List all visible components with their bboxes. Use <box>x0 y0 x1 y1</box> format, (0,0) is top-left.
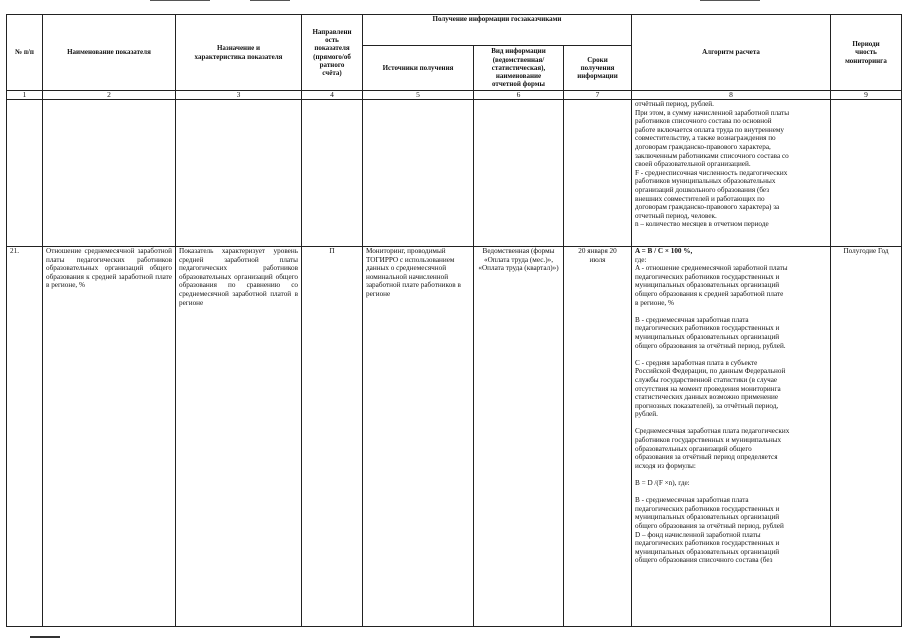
header-direction-line: показателя <box>314 44 350 53</box>
column-number: 5 <box>363 91 474 100</box>
column-number: 4 <box>302 91 363 100</box>
algorithm-line: в регионе, % <box>635 298 674 307</box>
algorithm-line: статистических данных возможно применение <box>635 393 779 402</box>
table-row-continued <box>7 100 902 247</box>
algorithm-line: работников государственных и муниципальных <box>635 436 782 445</box>
header-purpose-line: характеристика показателя <box>194 52 283 61</box>
algorithm-line: A - отношение среднемесячной заработной платы <box>635 264 788 273</box>
header-direction-line: Направлени <box>312 27 352 36</box>
column-number: 6 <box>474 91 564 100</box>
algorithm-line: общего образования за отчётный период, рублей <box>635 522 784 530</box>
algorithm-line: отчетный период, человек. <box>635 211 717 220</box>
header-info-group: Получение информации госзаказчиками <box>363 15 632 46</box>
column-number: 2 <box>43 91 176 100</box>
algorithm-line: работников муниципальных образовательных <box>635 177 776 186</box>
header-period-line: Периоди <box>852 40 880 49</box>
header-terms-line: Сроки <box>587 55 608 64</box>
algorithm-line: общего образования списочного состава (без <box>635 556 773 565</box>
algorithm-block <box>635 247 827 307</box>
algorithm-block <box>635 496 827 565</box>
algorithm-block <box>635 316 827 350</box>
algorithm-line: отчётный период, рублей. <box>635 100 714 108</box>
cell-empty <box>176 100 302 247</box>
algorithm-line: договорам гражданско-правового характера) за <box>635 203 780 212</box>
header-direction-line: счёта) <box>322 69 342 78</box>
algorithm-line: C - средняя заработная плата в субъекте <box>635 358 758 367</box>
algorithm-line: заключенным работниками списочного состава со <box>635 151 789 160</box>
algorithm-line: отсутствия на момент проведения мониторинга <box>635 384 781 393</box>
cell-empty <box>7 100 43 247</box>
info-source: Мониторинг, проводимый ТОГИРРО с использованием данных о среднемесячной номинальной начисленной заработной плате работников в регионе <box>363 247 474 627</box>
header-algorithm: Алгоритм расчета <box>632 15 831 91</box>
algorithm-line: договорам гражданско-правового характера, <box>635 142 771 151</box>
header-num: № п/п <box>7 15 43 91</box>
scan-artifact-top-2 <box>250 0 290 1</box>
algorithm-line: службы государственной статистики (в случае <box>635 375 778 384</box>
header-period <box>831 15 902 91</box>
algorithm-line: совместительству, а также вознаграждения по <box>635 134 776 143</box>
header-kind-line: наименование <box>495 72 542 81</box>
algorithm-line: F - среднесписочная численность педагогических <box>635 168 788 177</box>
header-purpose-line: Назначение и <box>216 44 261 53</box>
algorithm-line: муниципальных образовательных организаций <box>635 332 780 341</box>
algorithm-line: образования за отчётный период определяется <box>635 453 778 462</box>
monitoring-period: Полугодие Год <box>831 247 902 627</box>
algorithm-line: рублей. <box>635 410 658 419</box>
algorithm-line: D – фонд начисленной заработной платы <box>635 530 761 539</box>
algorithm-line: педагогических работников государственных и <box>635 539 780 548</box>
algorithm-line: A = B / C × 100 %, <box>635 247 693 255</box>
algorithm-line: педагогических работников государственных и <box>635 272 780 281</box>
algorithm-line: общего образования к средней заработной плате <box>635 289 784 298</box>
algorithm-line: n – количество месяцев в отчетном периоде <box>635 220 769 229</box>
algorithm-block <box>635 427 827 470</box>
algorithm-cell <box>632 247 831 627</box>
algorithm-line: исходя из формулы: <box>635 461 696 470</box>
column-number: 1 <box>7 91 43 100</box>
algorithm-line: работников списочного состава по основной <box>635 117 772 126</box>
header-kind-line: отчетной формы <box>491 80 546 89</box>
scan-artifact-bottom <box>30 636 60 638</box>
cell-empty <box>302 100 363 247</box>
algorithm-line: B - среднемесячная заработная плата <box>635 315 749 324</box>
indicator-direction: П <box>302 247 363 627</box>
column-number: 8 <box>632 91 831 100</box>
cell-empty <box>43 100 176 247</box>
algorithm-line: работе включается оплата труда по внутреннему <box>635 125 785 134</box>
cell-empty <box>474 100 564 247</box>
column-number: 7 <box>564 91 632 100</box>
header-sources: Источники получения <box>363 46 474 91</box>
header-direction-line: ратного <box>319 60 345 69</box>
header-direction <box>302 15 363 91</box>
indicator-name: Отношение среднемесячной заработной платы педагогических работников образовательных организаций общего образования к средней заработной плате в регионе, % <box>43 247 176 627</box>
algorithm-line: внешних совместителей и работающих по <box>635 194 765 203</box>
algorithm-line: муниципальных образовательных организаций <box>635 547 780 556</box>
header-name: Наименование показателя <box>43 15 176 91</box>
header-terms-line: информации <box>577 72 618 81</box>
header-direction-line: (прямого/об <box>313 52 351 61</box>
algorithm-block <box>635 479 827 488</box>
algorithm-line: B - среднемесячная заработная плата <box>635 496 749 505</box>
algorithm-line: педагогических работников государственных и <box>635 504 780 513</box>
algorithm-line: где: <box>635 255 647 264</box>
algorithm-line: образовательных организаций общего <box>635 444 752 453</box>
algorithm-line: Российской Федерации, по данным Федеральной <box>635 367 786 376</box>
continued-algorithm-cell <box>632 100 831 247</box>
column-number: 9 <box>831 91 902 100</box>
scan-artifact-top-3 <box>700 0 760 1</box>
indicator-table <box>6 14 902 627</box>
header-kind-line: Вид информации <box>491 47 546 56</box>
cell-empty <box>564 100 632 247</box>
header-period-line: чность <box>855 48 877 57</box>
algorithm-line: муниципальных образовательных организаций <box>635 513 780 522</box>
algorithm-line: B = D /(F ×n), где: <box>635 479 690 488</box>
scan-artifact-top-1 <box>150 0 210 1</box>
header-purpose <box>176 15 302 91</box>
algorithm-line: прогнозных показателей), за отчётный период, <box>635 401 779 410</box>
algorithm-line: Среднемесячная заработная плата педагогических <box>635 427 790 436</box>
info-terms: 20 января 20 июля <box>564 247 632 627</box>
algorithm-line: педагогических работников государственных и <box>635 324 780 333</box>
header-kind-line: (ведомственная/ <box>492 55 545 64</box>
header-terms-line: получения <box>580 63 615 72</box>
info-kind: Ведомственная (формы «Оплата труда (мес.)», «Оплата труда (квартал)») <box>474 247 564 627</box>
cell-empty <box>363 100 474 247</box>
algorithm-line: При этом, в сумму начисленной заработной платы <box>635 108 790 117</box>
algorithm-line: общего образования за отчётный период, рублей. <box>635 341 786 350</box>
algorithm-block <box>635 359 827 419</box>
table-row-21 <box>7 247 902 627</box>
header-kind <box>474 46 564 91</box>
row-number: 21. <box>7 247 43 627</box>
algorithm-line: муниципальных образовательных организаций <box>635 281 780 290</box>
cell-empty <box>831 100 902 247</box>
header-direction-line: ость <box>325 35 339 44</box>
algorithm-line: организаций дошкольного образования (без <box>635 185 770 194</box>
column-number: 3 <box>176 91 302 100</box>
header-period-line: мониторинга <box>845 56 887 65</box>
algorithm-line: своей образовательной организацией. <box>635 160 751 169</box>
indicator-purpose: Показатель характеризует уровень средней заработной платы педагогических работников образовательных организаций общего образования по сравнению со среднемесячной заработной платой в регионе <box>176 247 302 627</box>
header-kind-line: статистическая), <box>491 63 546 72</box>
header-terms <box>564 46 632 91</box>
